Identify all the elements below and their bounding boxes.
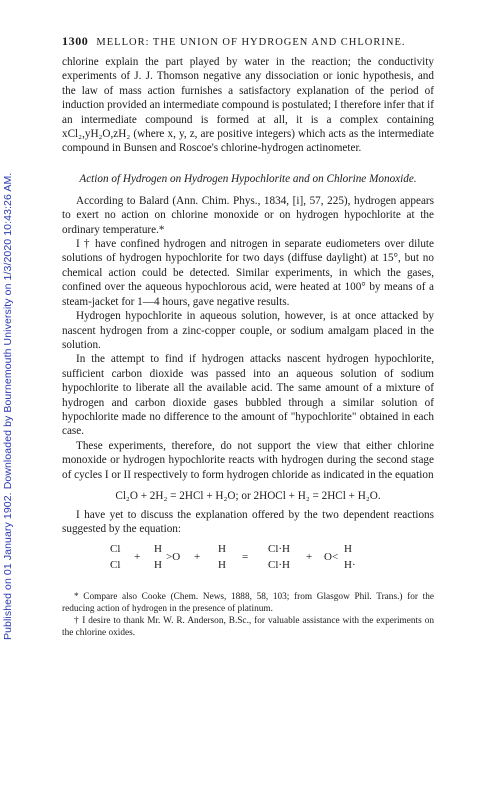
scheme-plus-2: +	[194, 550, 201, 563]
paragraph-1: chlorine explain the part played by water in the reaction; the conductivity experiments of J. J. Thomson negative any dissociation or ionic hypothesis, and the law of mass action furnishes a satisfactory explanation of the period of induction provided an intermediate compound is postulated; I therefore infer that if an intermediate compound is formed at all, it is a complex containing xCl₂,yH₂O,zH₂ (where x, y, z, are positive integers) which acts as the intermediate compound in Bunsen and Roscoe's chlorine-hydrogen actinometer.	[62, 56, 434, 155]
scheme-equals: =	[242, 550, 249, 563]
scheme-h-right-bottom: H·	[344, 558, 356, 571]
paragraph-7: I have yet to discuss the explanation offered by the two dependent reactions suggested by the equation:	[62, 508, 434, 536]
paragraph-4: Hydrogen hypochlorite in aqueous solution, however, is at once attacked by nascent hydrogen from a zinc-copper couple, or sodium amalgam placed in the solution.	[62, 310, 434, 351]
reaction-equation: Cl₂O + 2H₂ = 2HCl + H₂O; or 2HOCl + H₂ = 2HCl + H₂O.	[115, 489, 381, 502]
running-header	[62, 34, 434, 49]
footnote-spacer	[62, 583, 434, 591]
scheme-cl-bottom: Cl	[110, 558, 121, 571]
scheme-h-bottom: H	[218, 558, 226, 571]
scheme-h-right-top: H	[344, 542, 352, 555]
scheme-cl-top: Cl	[110, 542, 121, 555]
paragraph-5: In the attempt to find if hydrogen attacks nascent hydrogen hypochlorite, sufficient carbon dioxide was passed into an aqueous solution of sodium hypochlorite to liberate all the available acid. The same amount of a mixture of hydrogen and carbon dioxide gases bubbled through a similar solution of hypochlorite made no difference to the amount of "hypochlorite" obtained in each case.	[62, 353, 434, 438]
scheme-clh-bottom: Cl·H	[268, 558, 290, 571]
paragraph-3: I † have confined hydrogen and nitrogen in separate eudiometers over dilute solutions of hydrogen hypochlorite for two days (diffuse daylight) at 15°, but no chemical action could be detected. Similar experiments, in which the gases, confined over the aqueous hypochlorous acid, were heated at 100° by means of a steam-jacket for 1—4 hours, gave negative results.	[62, 238, 434, 308]
page-body	[62, 34, 434, 639]
scheme-water-o: >O	[166, 550, 181, 563]
scheme-clh-top: Cl·H	[268, 542, 290, 555]
scheme-h-top: H	[218, 542, 226, 555]
download-watermark	[2, 80, 18, 640]
page-number: 1300	[62, 34, 89, 48]
paragraph-2: According to Balard (Ann. Chim. Phys., 1834, [i], 57, 225), hydrogen appears to exert no action on chlorine monoxide or on hydrogen hypochlorite at the ordinary temperature.*	[62, 194, 434, 236]
scheme-plus-3: +	[306, 550, 313, 563]
scheme-o-right: O<	[324, 550, 339, 563]
section-heading: Action of Hydrogen on Hydrogen Hypochlorite and on Chlorine Monoxide.	[79, 172, 417, 185]
reaction-scheme	[62, 543, 434, 579]
scheme-h-top-left: H	[154, 542, 162, 555]
scheme-h-bottom-left: H	[154, 558, 162, 571]
footnote-2: † I desire to thank Mr. W. R. Anderson, B.Sc., for valuable assistance with the experiments on the chlorine oxides.	[62, 615, 434, 638]
footnote-1: * Compare also Cooke (Chem. News, 1888, 58, 103; from Glasgow Phil. Trans.) for the reducing action of hydrogen in the presence of platinum.	[62, 591, 434, 614]
download-watermark-text: Published on 01 January 1902. Downloaded by Bournemouth University on 1/3/2020 10:43:26 AM.	[2, 172, 14, 640]
running-title: MELLOR: THE UNION OF HYDROGEN AND CHLORINE.	[96, 37, 406, 48]
scheme-plus-1: +	[134, 550, 141, 563]
paragraph-6: These experiments, therefore, do not support the view that either chlorine monoxide or hydrogen hypochlorite reacts with hydrogen during the second stage of cycles I or II respectively to form hydrogen chloride as indicated in the equation	[62, 439, 434, 481]
